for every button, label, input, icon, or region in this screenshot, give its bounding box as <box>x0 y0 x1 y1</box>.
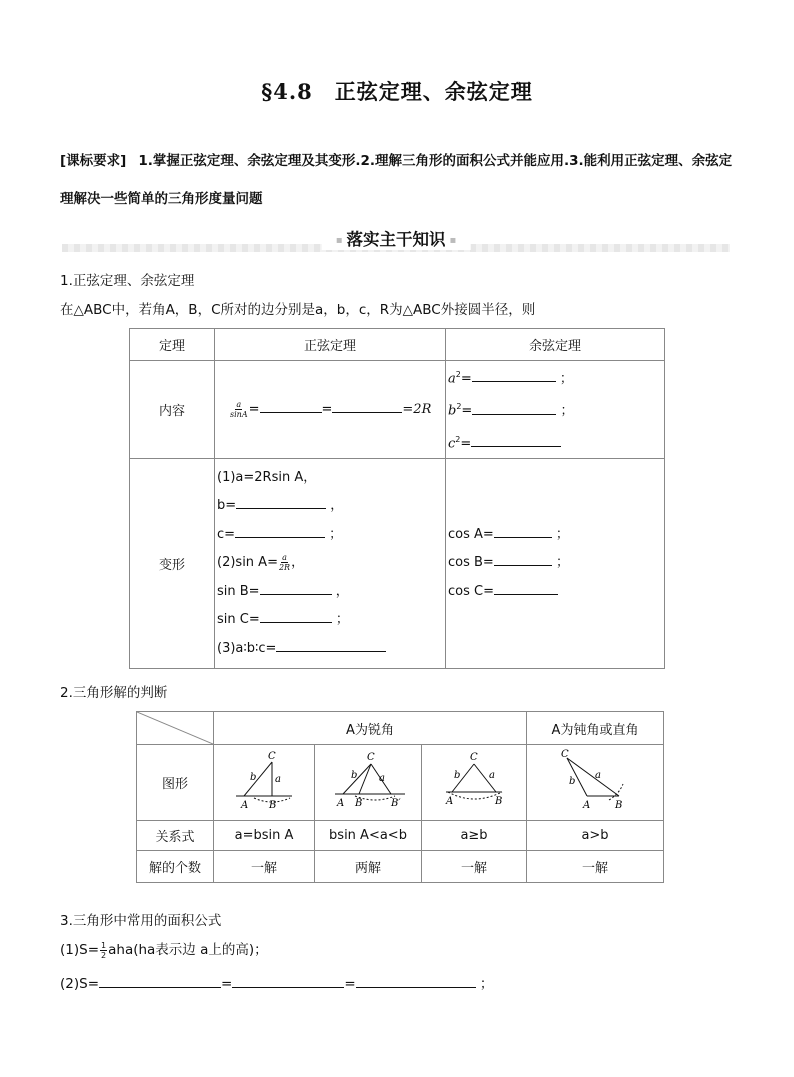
cosine-variant-cell <box>446 458 665 668</box>
svg-text:A: A <box>241 799 249 811</box>
triangle-figure-a-ge-b <box>422 746 526 816</box>
page-title: §4.8 正弦定理、余弦定理 <box>261 79 533 104</box>
solution-judgement-table <box>136 711 664 883</box>
sine-variant-cell <box>215 458 446 668</box>
theorem-table <box>129 328 665 669</box>
banner-label: ▪ 落实主干知识 ▪ <box>322 226 471 250</box>
section1-intro: 在△ABC中，若角A，B，C所对的边分别是a，b，c，R为△ABC外接圆半径，则 <box>60 302 536 318</box>
obtuse-header: A为钝角或直角 <box>527 712 664 745</box>
sine-variant-c: c= ； <box>215 521 445 550</box>
requirements-tag: [课标要求] <box>60 153 127 169</box>
cos-variant-B: cos B= ； <box>446 549 664 578</box>
blank-field <box>232 974 344 988</box>
row-content-label: 内容 <box>130 361 215 459</box>
blank-field <box>235 524 325 538</box>
svg-text:B: B <box>495 795 503 807</box>
svg-text:a: a <box>489 769 495 781</box>
blank-field <box>471 433 561 447</box>
svg-text:C: C <box>561 748 569 760</box>
course-requirements <box>60 142 740 218</box>
count-1: 一解 <box>214 851 315 883</box>
relation-3: a≥b <box>422 821 527 851</box>
sine-variant-2: (2)sin A= $\frac{a}{2R}$ ， <box>217 553 305 573</box>
svg-text:a: a <box>595 769 601 781</box>
blank-field <box>260 399 322 413</box>
sine-variant-sinB: sin B= ， <box>215 578 445 607</box>
blank-field <box>472 401 556 415</box>
section-banner <box>62 226 730 256</box>
svg-text:B: B <box>355 797 363 809</box>
blank-field <box>260 581 332 595</box>
triangle-figure-one-solution <box>214 746 314 816</box>
figure-cell-2 <box>315 745 422 821</box>
blank-field <box>494 581 558 595</box>
blank-field <box>494 524 552 538</box>
header-theorem: 定理 <box>130 329 215 361</box>
svg-text:A: A <box>337 797 345 809</box>
area-formula-2: (2)S= = = ； <box>60 976 494 992</box>
svg-text:C: C <box>470 751 478 763</box>
section2-heading: 2.三角形解的判断 <box>60 685 168 701</box>
row-relation-label: 关系式 <box>137 821 214 851</box>
relation-1: a=bsin A <box>214 821 315 851</box>
acute-header: A为锐角 <box>214 712 527 745</box>
blank-field <box>99 974 221 988</box>
svg-text:B: B <box>269 799 277 811</box>
svg-text:A: A <box>446 795 454 807</box>
svg-text:a: a <box>379 772 385 784</box>
cos-variant-C: cos C= <box>446 578 664 607</box>
svg-text:b: b <box>351 769 358 781</box>
diagonal-line <box>137 712 213 744</box>
triangle-figure-obtuse <box>527 746 663 816</box>
sine-variant-3: (3)a∶b∶c= <box>215 635 445 664</box>
count-2: 两解 <box>315 851 422 883</box>
requirements-text: 1.掌握正弦定理、余弦定理及其变形.2.理解三角形的面积公式并能应用.3.能利用正弦定理、余弦定理解决一些简单的三角形度量问题 <box>60 153 733 207</box>
area-formula-1: (1)S= $\frac{1}{2}$ aha(ha表示边 a上的高)； <box>60 940 268 960</box>
cos-variant-A: cos A= ； <box>446 521 664 550</box>
triangle-figure-two-solutions <box>315 746 421 816</box>
blank-field <box>260 609 332 623</box>
svg-text:B: B <box>615 799 623 811</box>
svg-text:C: C <box>268 750 276 762</box>
svg-text:C: C <box>367 751 375 763</box>
blank-field <box>494 552 552 566</box>
sine-variant-sinC: sin C= ； <box>215 606 445 635</box>
figure-cell-3 <box>422 745 527 821</box>
svg-text:b: b <box>454 769 461 781</box>
sine-content-cell: $\frac{a}{\sin A}$ = = =2R <box>215 361 446 459</box>
blank-field <box>356 974 476 988</box>
count-4: 一解 <box>527 851 664 883</box>
header-sine: 正弦定理 <box>215 329 446 361</box>
header-cosine: 余弦定理 <box>446 329 665 361</box>
blank-field <box>472 368 556 382</box>
blank-field <box>236 495 326 509</box>
svg-text:A: A <box>583 799 591 811</box>
relation-4: a>b <box>527 821 664 851</box>
svg-text:b: b <box>569 775 576 787</box>
cosine-content-cell: $a^2=$ ； $b^2=$ ； $c^2=$ <box>446 361 665 459</box>
svg-text:b: b <box>250 771 257 783</box>
svg-text:B′: B′ <box>391 797 401 809</box>
blank-field <box>276 638 386 652</box>
blank-field <box>332 399 402 413</box>
section1-heading: 1.正弦定理、余弦定理 <box>60 273 195 289</box>
diagonal-corner-cell <box>137 712 214 745</box>
row-count-label: 解的个数 <box>137 851 214 883</box>
section3-heading: 3.三角形中常用的面积公式 <box>60 913 222 929</box>
sine-fraction: $\frac{a}{\sin A}$ <box>230 400 248 420</box>
relation-2: bsin A<a<b <box>315 821 422 851</box>
row-figure-label: 图形 <box>137 745 214 821</box>
figure-cell-1 <box>214 745 315 821</box>
figure-cell-4 <box>527 745 664 821</box>
svg-text:a: a <box>275 773 281 785</box>
row-variant-label: 变形 <box>130 458 215 668</box>
sine-variant-1: (1)a=2Rsin A， <box>217 469 317 485</box>
sine-variant-b: b= ， <box>215 492 445 521</box>
count-3: 一解 <box>422 851 527 883</box>
